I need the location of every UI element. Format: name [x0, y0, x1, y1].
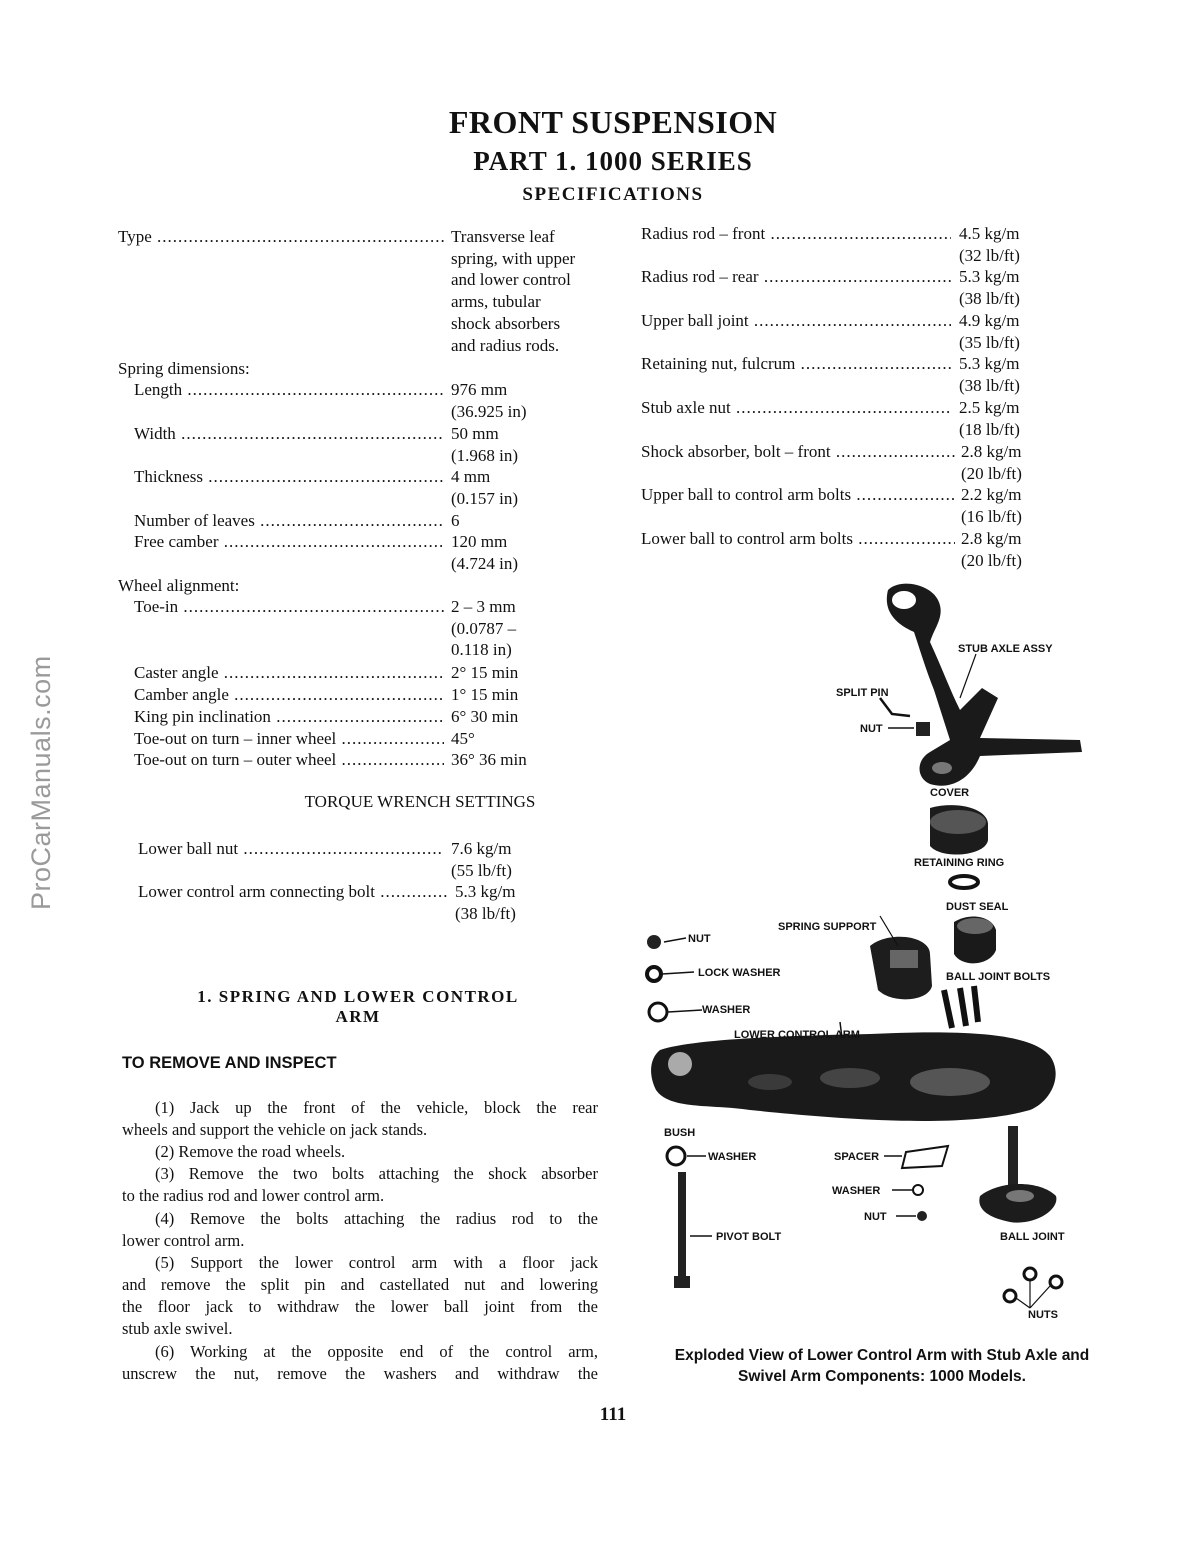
- torque-settings-heading: TORQUE WRENCH SETTINGS: [304, 792, 536, 811]
- label-pivot-bolt: PIVOT BOLT: [716, 1231, 782, 1243]
- torque-value: 2.5 kg/m (18 lb/ft): [959, 398, 1020, 439]
- retaining-ring-part: [950, 876, 978, 888]
- section-heading-line2: ARM: [335, 1007, 381, 1026]
- torque-value: 5.3 kg/m (38 lb/ft): [959, 354, 1020, 395]
- torque-label: Stub axle nut .....: [641, 397, 951, 419]
- torque-value: 5.3 kg/m (38 lb/ft): [455, 882, 516, 923]
- label-nut-top: NUT: [860, 723, 883, 735]
- label-cover: COVER: [930, 787, 970, 799]
- caption-line2: Swivel Arm Components: 1000 Models.: [738, 1368, 1026, 1385]
- nuts-part: [1004, 1268, 1062, 1308]
- torque-value: 7.6 kg/m (55 lb/ft): [451, 839, 512, 880]
- figure-caption: [632, 1345, 1132, 1387]
- cover-part: [930, 805, 988, 854]
- nut-top-part: [916, 722, 930, 736]
- label-nuts: NUTS: [1028, 1309, 1058, 1320]
- page-title: FRONT SUSPENSION: [448, 104, 778, 140]
- torque-value: 2.8 kg/m (20 lb/ft): [961, 442, 1022, 483]
- ball-joint-bolts-part: [944, 986, 978, 1028]
- label-washer-left: WASHER: [702, 1004, 751, 1016]
- spec-value: 2° 15 min: [451, 663, 519, 682]
- ball-joint-part: [979, 1126, 1056, 1223]
- spec-label: Number of leaves .....: [134, 510, 444, 532]
- torque-value: 5.3 kg/m (38 lb/ft): [959, 267, 1020, 308]
- spec-label: Camber angle .....: [134, 684, 444, 706]
- procedure-line: lower control arm.: [122, 1231, 245, 1250]
- spring-support-part: [870, 937, 932, 1000]
- caption-line1: Exploded View of Lower Control Arm with Stub Axle and: [674, 1347, 1090, 1364]
- torque-label: Lower ball to control arm bolts .....: [641, 528, 955, 550]
- procedure-line: (2) Remove the road wheels.: [155, 1142, 346, 1161]
- spec-value: 120 mm (4.724 in): [451, 532, 519, 573]
- label-bush: BUSH: [664, 1127, 696, 1139]
- label-washer-mid: WASHER: [832, 1185, 881, 1197]
- torque-label: Shock absorber, bolt – front .....: [641, 441, 955, 463]
- label-ball-joint: BALL JOINT: [1000, 1231, 1065, 1243]
- torque-label: Radius rod – rear .....: [641, 266, 951, 288]
- label-nut-mid: NUT: [864, 1211, 887, 1223]
- split-pin-part: [880, 698, 910, 716]
- spec-value: 1° 15 min: [451, 685, 519, 704]
- label-ball-joint-bolts: BALL JOINT BOLTS: [946, 971, 1051, 983]
- procedure-line: (6) Working at the opposite end of the control arm,: [155, 1342, 598, 1361]
- torque-label: Lower control arm connecting bolt .....: [138, 881, 448, 903]
- page-number: 111: [599, 1404, 627, 1425]
- label-lock-washer: LOCK WASHER: [698, 967, 781, 979]
- torque-value: 2.2 kg/m (16 lb/ft): [961, 485, 1022, 526]
- spec-value: 976 mm (36.925 in): [451, 380, 527, 421]
- procedure-line: stub axle swivel.: [122, 1319, 233, 1338]
- lower-control-arm-part: [651, 1032, 1056, 1121]
- procedure-line: unscrew the nut, remove the washers and withdraw the: [122, 1364, 598, 1383]
- procedure-line: (5) Support the lower control arm with a floor jack: [155, 1253, 598, 1272]
- washer-mid-part: [913, 1185, 923, 1195]
- label-nut-left: NUT: [688, 933, 711, 945]
- part-title: PART 1. 1000 SERIES: [473, 146, 753, 176]
- spec-label: Thickness .....: [134, 466, 444, 488]
- spec-value: Transverse leaf spring, with upper and lower control arms, tubular shock absorbers and radius rods.: [451, 227, 576, 355]
- spec-value: 45°: [451, 729, 475, 748]
- washer-left-part: [649, 1003, 667, 1021]
- spec-value: 4 mm (0.157 in): [451, 467, 519, 508]
- spec-label: Toe-out on turn – inner wheel .....: [134, 728, 444, 750]
- spec-label: Caster angle .....: [134, 662, 444, 684]
- procedure-line: wheels and support the vehicle on jack stands.: [122, 1120, 428, 1139]
- procedure-line: and remove the split pin and castellated nut and lowering: [122, 1275, 598, 1294]
- procedure-line: (1) Jack up the front of the vehicle, block the rear: [155, 1098, 598, 1117]
- spec-label: Free camber .....: [134, 531, 444, 553]
- label-spacer: SPACER: [834, 1151, 880, 1163]
- exploded-view-diagram: [630, 570, 1130, 1320]
- spec-label: King pin inclination .....: [134, 706, 444, 728]
- label-split-pin: SPLIT PIN: [836, 687, 889, 699]
- spacer-part: [902, 1146, 948, 1168]
- stub-axle-assy-part: [887, 584, 1082, 786]
- torque-label: Retaining nut, fulcrum .....: [641, 353, 951, 375]
- procedure-line: (4) Remove the bolts attaching the radius rod to the: [155, 1209, 598, 1228]
- procedure-line: (3) Remove the two bolts attaching the shock absorber: [155, 1164, 598, 1183]
- torque-label: Lower ball nut .....: [138, 838, 444, 860]
- spec-value: 50 mm (1.968 in): [451, 424, 519, 465]
- procedure-line: to the radius rod and lower control arm.: [122, 1186, 385, 1205]
- label-stub-axle-assy: STUB AXLE ASSY: [958, 643, 1053, 655]
- label-spring-support: SPRING SUPPORT: [778, 921, 877, 933]
- spec-value: 6: [451, 511, 460, 530]
- torque-value: 4.9 kg/m (35 lb/ft): [959, 311, 1020, 352]
- pivot-bolt-part: [674, 1172, 690, 1288]
- torque-value: 4.5 kg/m (32 lb/ft): [959, 224, 1020, 265]
- torque-label: Radius rod – front .....: [641, 223, 951, 245]
- spec-label: Toe-in .....: [134, 596, 444, 618]
- torque-value: 2.8 kg/m (20 lb/ft): [961, 529, 1022, 570]
- washer-bush-part: [667, 1147, 685, 1165]
- label-lower-control-arm: LOWER CONTROL ARM: [734, 1029, 860, 1041]
- spec-value: 2 – 3 mm (0.0787 – 0.118 in): [451, 597, 517, 660]
- nut-mid-part: [917, 1211, 927, 1221]
- spring-dimensions-heading: Spring dimensions:: [118, 359, 250, 378]
- nut-left-part: [647, 935, 661, 949]
- dust-seal-part: [954, 916, 996, 963]
- watermark: ProCarManuals.com: [26, 655, 56, 910]
- torque-label: Upper ball to control arm bolts .....: [641, 484, 955, 506]
- specifications-title: SPECIFICATIONS: [522, 184, 704, 205]
- spec-label: Type .....: [118, 226, 444, 248]
- spec-label: Length .....: [134, 379, 444, 401]
- spec-value: 36° 36 min: [451, 750, 527, 769]
- section-heading-line1: 1. SPRING AND LOWER CONTROL: [197, 987, 519, 1006]
- label-dust-seal: DUST SEAL: [946, 901, 1009, 913]
- lock-washer-part: [647, 967, 661, 981]
- spec-value: 6° 30 min: [451, 707, 519, 726]
- label-washer-bush: WASHER: [708, 1151, 757, 1163]
- spec-label: Toe-out on turn – outer wheel .....: [134, 749, 444, 771]
- label-retaining-ring: RETAINING RING: [914, 857, 1005, 869]
- torque-label: Upper ball joint .....: [641, 310, 951, 332]
- wheel-alignment-heading: Wheel alignment:: [118, 576, 240, 595]
- to-remove-heading: TO REMOVE AND INSPECT: [122, 1054, 337, 1072]
- procedure-line: the floor jack to withdraw the lower ball joint from the: [122, 1297, 598, 1316]
- spec-label: Width .....: [134, 423, 444, 445]
